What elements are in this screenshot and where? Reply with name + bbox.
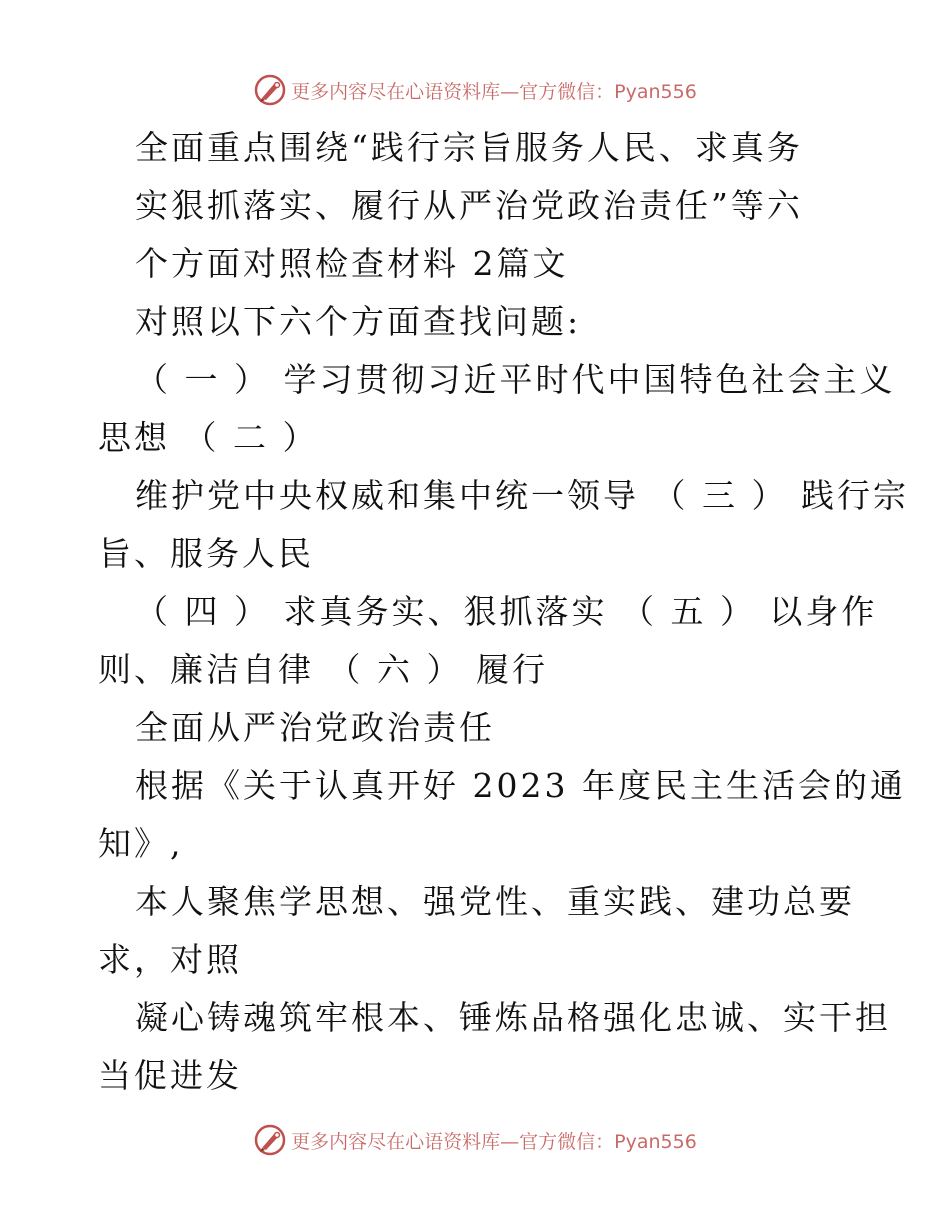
pen-seal-icon	[253, 73, 287, 107]
text-line: 全面重点围绕“践行宗旨服务人民、求真务	[135, 128, 803, 167]
text-line: 对照以下六个方面查找问题:	[135, 302, 582, 341]
text-line: 求，对照	[98, 940, 242, 979]
text-line: 根据《关于认真开好 2023 年度民主生活会的通	[135, 766, 906, 805]
text-line: 个方面对照检查材料 2篇文	[135, 244, 569, 283]
text-line: 本人聚焦学思想、强党性、重实践、建功总要	[135, 882, 855, 921]
text-line: （ 一 ） 学习贯彻习近平时代中国特色社会主义	[135, 360, 896, 399]
text-line: 思想 （ 二 ）	[98, 418, 319, 457]
text-line: 旨、服务人民	[98, 534, 314, 573]
text-line: 凝心铸魂筑牢根本、锤炼品格强化忠诚、实干担	[135, 998, 891, 1037]
text-line: 则、廉洁自律 （ 六 ） 履行	[98, 650, 548, 689]
text-line: 维护党中央权威和集中统一领导 （ 三 ） 践行宗	[135, 476, 909, 515]
text-line: （ 四 ） 求真务实、狠抓落实 （ 五 ） 以身作	[135, 592, 878, 631]
text-line: 全面从严治党政治责任	[135, 708, 495, 747]
watermark-text: 更多内容尽在心语资料库—官方微信：Pyan556	[291, 80, 697, 103]
watermark-text: 更多内容尽在心语资料库—官方微信：Pyan556	[291, 1130, 697, 1153]
text-line: 知》,	[98, 824, 184, 863]
pen-seal-icon	[253, 1123, 287, 1157]
header-watermark	[0, 70, 950, 110]
text-line: 当促进发	[98, 1056, 242, 1095]
footer-watermark	[0, 1120, 950, 1160]
text-line: 实狠抓落实、履行从严治党政治责任”等六	[135, 186, 803, 225]
